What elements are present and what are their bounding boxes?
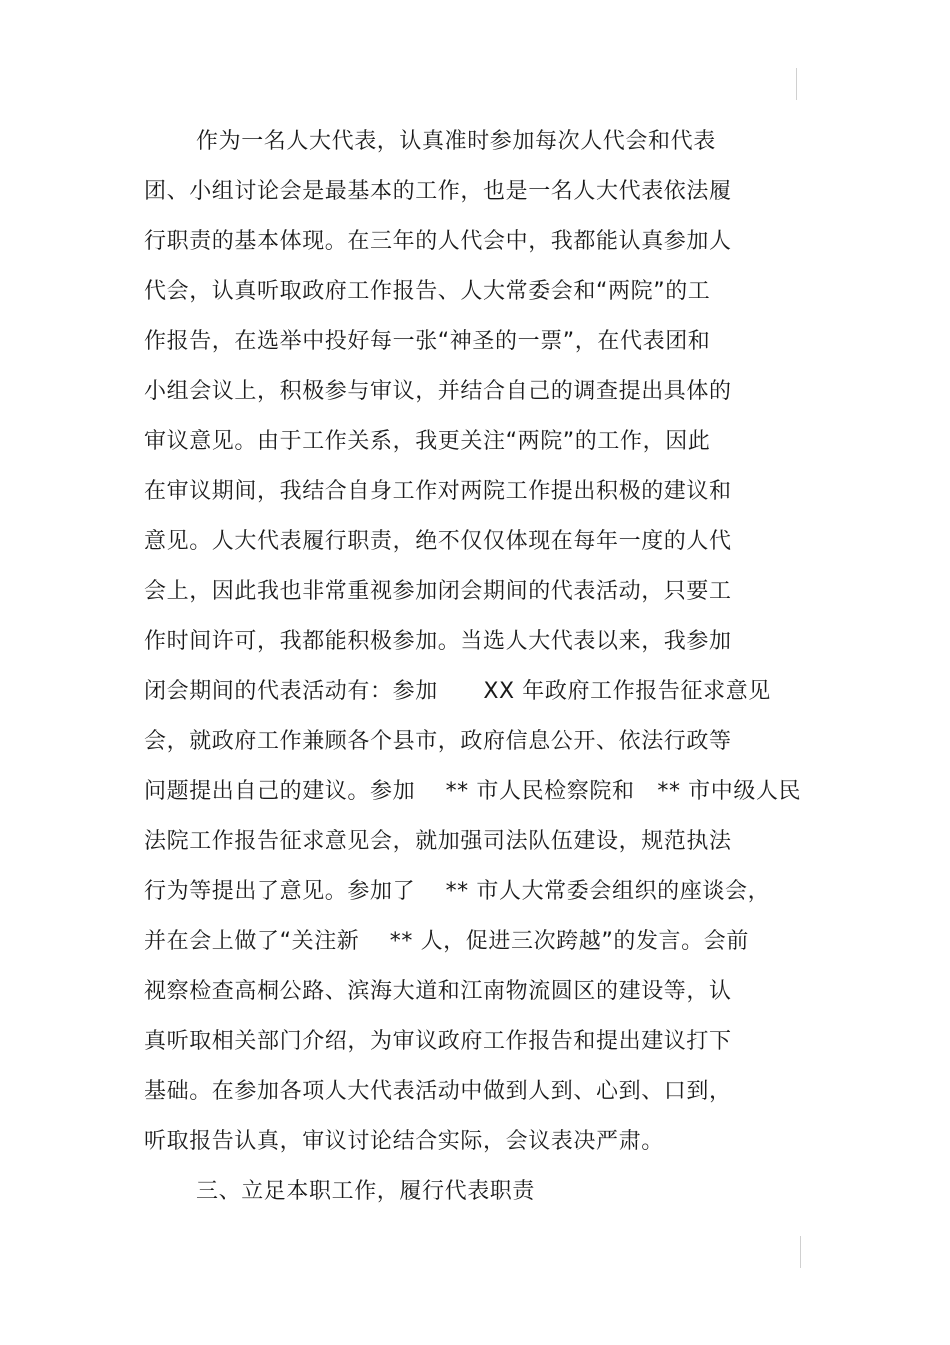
paragraph-line: 会上，因此我也非常重视参加闭会期间的代表活动，只要工 [144,579,732,604]
paragraph-line: 基础。在参加各项人大代表活动中做到人到、心到、口到， [144,1079,732,1104]
paragraph-line: 真听取相关部门介绍，为审议政府工作报告和提出建议打下 [144,1029,732,1054]
margin-mark-top [796,68,797,100]
paragraph-line: 并在会上做了“关注新 ** 人，促进三次跨越”的发言。会前 [144,929,749,954]
paragraph-line: 审议意见。由于工作关系，我更关注“两院”的工作，因此 [144,429,711,454]
section-heading: 三、立足本职工作，履行代表职责 [196,1179,536,1204]
paragraph-line: 听取报告认真，审议讨论结合实际，会议表决严肃。 [144,1129,664,1154]
paragraph-line: 作报告，在选举中投好每一张“神圣的一票”，在代表团和 [144,329,711,354]
paragraph-line: 问题提出自己的建议。参加 ** 市人民检察院和 ** 市中级人民 [144,779,802,804]
paragraph-line: 意见。人大代表履行职责，绝不仅仅体现在每年一度的人代 [144,529,732,554]
paragraph-line: 团、小组讨论会是最基本的工作，也是一名人大代表依法履 [144,179,732,204]
paragraph-line: 行为等提出了意见。参加了 ** 市人大常委会组织的座谈会， [144,879,771,904]
paragraph-line: 闭会期间的代表活动有：参加 XX 年政府工作报告征求意见 [144,679,771,704]
margin-mark-bottom [800,1236,801,1268]
paragraph-line: 会，就政府工作兼顾各个县市，政府信息公开、依法行政等 [144,729,732,754]
paragraph-line: 视察检查高桐公路、滨海大道和江南物流圆区的建设等，认 [144,979,732,1004]
paragraph-line: 作为一名人大代表，认真准时参加每次人代会和代表 [196,129,716,154]
paragraph-line: 小组会议上，积极参与审议，并结合自己的调查提出具体的 [144,379,732,404]
paragraph-line: 法院工作报告征求意见会，就加强司法队伍建设，规范执法 [144,829,732,854]
paragraph-line: 行职责的基本体现。在三年的人代会中，我都能认真参加人 [144,229,732,254]
paragraph-line: 作时间许可，我都能积极参加。当选人大代表以来，我参加 [144,629,732,654]
paragraph-line: 在审议期间，我结合自身工作对两院工作提出积极的建议和 [144,479,732,504]
paragraph-line: 代会，认真听取政府工作报告、人大常委会和“两院”的工 [144,279,711,304]
